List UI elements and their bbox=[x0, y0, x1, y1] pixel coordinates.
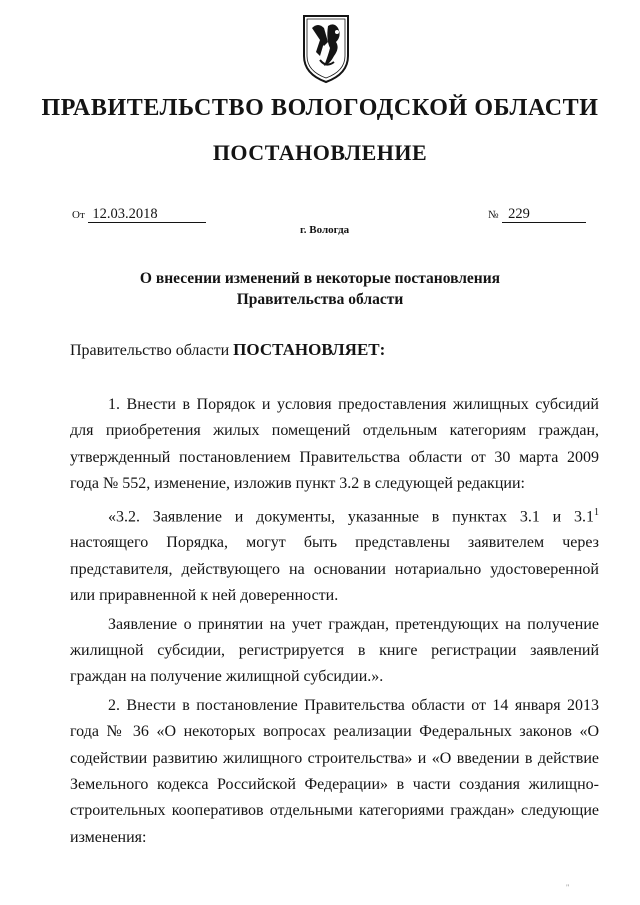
date-value: 12.03.2018 bbox=[88, 206, 206, 223]
number-row bbox=[488, 206, 586, 223]
paragraph-2 bbox=[70, 500, 599, 610]
document-type: ПОСТАНОВЛЕНИЕ bbox=[212, 140, 428, 165]
paragraph-3: Заявление о принятии на учет граждан, претендующих на получение жилищной субсидии, регистрируется в книге регистрации заявлений граждан на получение жилищной субсидии.». bbox=[70, 615, 599, 686]
subject-line-2: Правительства области bbox=[236, 291, 404, 308]
vologda-coat-of-arms-icon bbox=[300, 12, 352, 84]
subject-line-1: О внесении изменений в некоторые постановления bbox=[139, 270, 501, 287]
paragraph-2-superscript: 1 bbox=[594, 506, 599, 518]
paragraph-4: 2. Внести в постановление Правительства области от 14 января 2013 года № 36 «О некоторых вопросах реализации Федеральных законов «О содействии развитию жилищного строительства» и «О введении в действие Земельного кодекса Российской Федерации» в части создания жилищно-строительных кооперативов отдельными категориями граждан» следующие изменения: bbox=[70, 696, 599, 846]
preamble bbox=[70, 340, 385, 360]
date-prefix: От bbox=[72, 209, 85, 221]
document-subject bbox=[0, 268, 640, 310]
paragraph-1: 1. Внести в Порядок и условия предоставления жилищных субсидий для приобретения жилых помещений отдельным категориям граждан, утвержденный постановлением Правительства области от 30 марта 2009 года № 552, изменение, изложив пункт 3.2 в следующей редакции: bbox=[70, 396, 599, 493]
document-number: 229 bbox=[502, 206, 586, 223]
preamble-text: Правительство области bbox=[70, 342, 234, 359]
government-title: ПРАВИТЕЛЬСТВО ВОЛОГОДСКОЙ ОБЛАСТИ bbox=[41, 95, 599, 121]
date-row bbox=[72, 206, 206, 223]
preamble-emphasis: ПОСТАНОВЛЯЕТ: bbox=[233, 340, 386, 359]
paragraph-2-start: «3.2. Заявление и документы, указанные в пунктах 3.1 и 3.1 bbox=[108, 507, 594, 525]
document-body bbox=[70, 392, 599, 853]
corner-mark: " bbox=[566, 883, 570, 892]
paragraph-2-end: настоящего Порядка, могут быть представлены заявителем через представителя, действующего на основании нотариально удостоверенной или приравненной к ней доверенности. bbox=[70, 534, 599, 605]
city: г. Вологда bbox=[300, 224, 350, 236]
number-prefix: № bbox=[488, 209, 499, 221]
